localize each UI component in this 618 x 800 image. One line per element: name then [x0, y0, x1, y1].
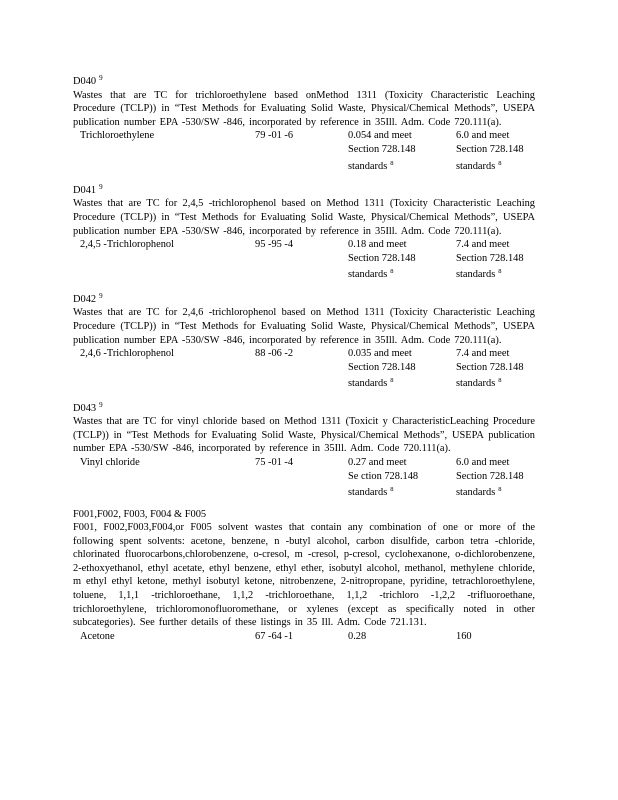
footnote-marker: 8: [498, 377, 502, 385]
footnote-marker: 8: [390, 159, 394, 167]
regulation-page: [73, 72, 535, 657]
constituent-name: 2,4,5 -Trichlorophenol: [80, 239, 174, 251]
nonwastewater-standard: 6.0 and meet Section 728.148 standards $^8$: [456, 457, 524, 499]
waste-description: Wastes that are TC for 2,4,5 -trichlorophenol based on Method 1311 (Toxicity Characteristic Leaching Procedure (TCLP)) in “Test Methods for Evaluating Solid Waste, Physical/Chemical Methods”, USEPA publication number EPA -530/SW -846, incorporated by reference in 35Ill. Adm. Code 720.111(a).: [73, 198, 535, 237]
constituent-name: Trichloroethylene: [80, 130, 155, 142]
cas-number: 67 -64 -1: [255, 630, 294, 642]
footnote-marker: 9: [99, 182, 103, 191]
constituent-row: [73, 238, 535, 281]
constituent-name: Vinyl chloride: [80, 457, 140, 468]
nonwastewater-standard: 7.4 and meet Section 728.148 standards $^8$: [456, 348, 524, 390]
constituent-row: [73, 129, 535, 172]
waste-code: D042 $^9$: [73, 291, 103, 305]
waste-description: F001, F002,F003,F004,or F005 solvent wastes that contain any combination of one or more of the following spent solvents: acetone, benzene, n -butyl alcohol, carbon disulfide, carbon tetra -chloride, chlorinated fluorocarbons,chlorobenzene, o-cresol, m -cresol, p-cresol, cyclohexanone, o-dichlorobenzene, 2-ethoxyethanol, ethyl acetate, ethyl benzene, ethyl ether, isobutyl alcohol, methanol, methylene chloride, m ethyl ethyl ketone, methyl isobutyl ketone, nitrobenzene, 2-nitropropane, pyridine, tetrachloroethylene, toluene, 1,1,1 -trichloroethane, 1,1,2 -trichloroethane, 1,1,2 -trichloro -1,2,2 -trifluoroethane, trichloroethylene, trichloromonofluoromethane, or xylenes (except as specifically noted in other subcategories). See further details of these listings in 35 Ill. Adm. Code 721.131.: [73, 522, 535, 629]
waste-code: F001,F002, F003, F004 & F005: [73, 508, 207, 520]
constituent-row: [73, 630, 535, 646]
footnote-marker: 8: [390, 486, 394, 494]
waste-description: Wastes that are TC for 2,4,6 -trichlorophenol based on Method 1311 (Toxicity Characteristic Leaching Procedure (TCLP)) in “Test Methods for Evaluating Solid Waste, Physical/Chemical Methods”, USEPA publication number EPA -530/SW -846, incorporated by reference in 35Ill. Adm. Code 720.111(a).: [73, 307, 535, 346]
waste-description: Wastes that are TC for vinyl chloride based on Method 1311 (Toxicit y CharacteristicLeaching Procedure (TCLP)) in “Test Methods for Evaluating Solid Waste, Physical/Chemical Methods”, USEPA publication number EPA -530/SW -846, incorporated by reference in 35Ill. Adm. Code 720.111(a).: [73, 416, 535, 455]
wastewater-standard: 0.035 and meet Section 728.148 standards $^8$: [348, 348, 416, 390]
footnote-marker: 8: [390, 377, 394, 385]
waste-entry-d040: [73, 72, 535, 172]
waste-entry-d042: [73, 290, 535, 390]
waste-code: D040 $^9$: [73, 74, 103, 87]
waste-entry-d043: [73, 399, 535, 499]
footnote-marker: 9: [99, 291, 103, 300]
constituent-name: Acetone: [80, 630, 115, 642]
wastewater-standard: 0.054 and meet Section 728.148 standards $^8$: [348, 130, 416, 172]
constituent-row: [73, 347, 535, 390]
footnote-marker: 8: [498, 486, 502, 494]
waste-code: D043 $^9$: [73, 400, 103, 414]
wastewater-standard: 0.27 and meet Se ction 728.148 standards $^8$: [348, 457, 419, 499]
footnote-marker: 8: [498, 268, 502, 276]
cas-number: 75 -01 -4: [255, 457, 294, 468]
footnote-marker: 9: [99, 400, 103, 409]
waste-description: Wastes that are TC for trichloroethylene based onMethod 1311 (Toxicity Characteristic Leaching Procedure (TCLP)) in “Test Methods for Evaluating Solid Waste, Physical/Chemical Methods”, USEPA publication number EPA -530/SW -846, incorporated by reference in 35Ill. Adm. Code 720.111(a).: [73, 89, 535, 128]
cas-number: 95 -95 -4: [255, 239, 294, 251]
waste-entry-f001-f005: [73, 508, 535, 646]
footnote-marker: 8: [498, 159, 502, 167]
constituent-name: 2,4,6 -Trichlorophenol: [80, 348, 174, 360]
cas-number: 79 -01 -6: [255, 130, 294, 142]
footnote-marker: 9: [99, 74, 103, 82]
wastewater-standard: 0.28: [348, 630, 367, 642]
wastewater-standard: 0.18 and meet Section 728.148 standards $^8$: [348, 239, 416, 281]
constituent-row: [73, 456, 535, 499]
waste-entry-d041: [73, 181, 535, 281]
cas-number: 88 -06 -2: [255, 348, 294, 360]
footnote-marker: 8: [390, 268, 394, 276]
nonwastewater-standard: 160: [456, 630, 472, 642]
waste-code: D041 $^9$: [73, 182, 103, 196]
nonwastewater-standard: 6.0 and meet Section 728.148 standards $^8$: [456, 130, 524, 172]
nonwastewater-standard: 7.4 and meet Section 728.148 standards $^8$: [456, 239, 524, 281]
